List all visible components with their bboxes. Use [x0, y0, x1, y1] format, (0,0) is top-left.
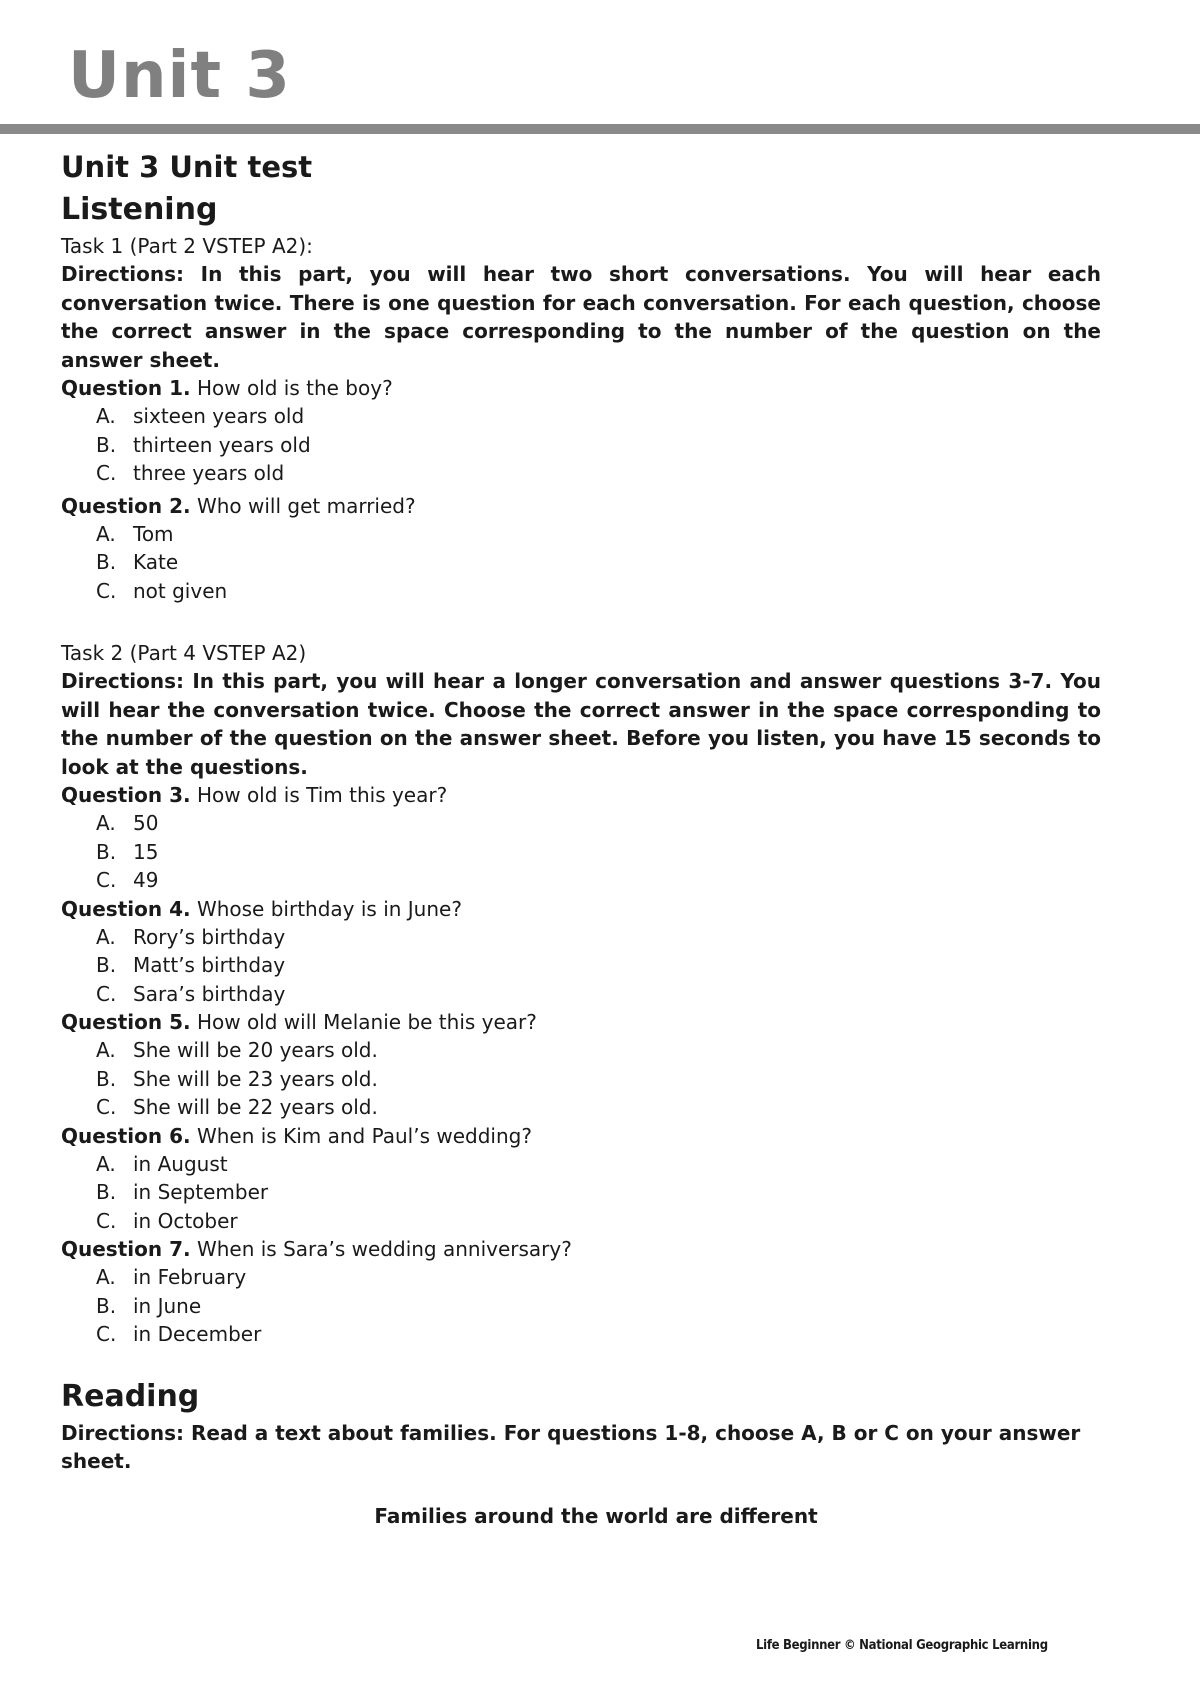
- option-list: [61, 520, 1101, 606]
- option-c: C. She will be 22 years old.: [96, 1095, 378, 1119]
- question-label: Question 3.: [61, 783, 191, 807]
- option-a: A. in February: [96, 1265, 247, 1289]
- listening-title: Listening: [61, 192, 218, 227]
- task-2: [61, 639, 1101, 1349]
- question-text: How old will Melanie be this year?: [196, 1010, 537, 1034]
- reading-section: [61, 1375, 1101, 1530]
- option-a: A. Tom: [96, 521, 174, 546]
- option-list: [61, 923, 1101, 1009]
- question-text: Who will get married?: [196, 493, 416, 518]
- option-b: B. thirteen years old: [96, 432, 311, 457]
- option-b: B. Matt’s birthday: [96, 953, 286, 977]
- option-list: [61, 1263, 1101, 1349]
- question-label: Question 5.: [61, 1010, 191, 1034]
- option-list: [61, 1150, 1101, 1236]
- task-directions: Directions: In this part, you will hear a longer conversation and answer questions 3-7. You will hear the conversation twice. Choose the correct answer in the space corresponding to the number of the question on the answer sheet. Before you listen, you have 15 seconds to look at the questions.: [61, 669, 1101, 779]
- option-c: C. in December: [96, 1322, 262, 1346]
- question-text: Whose birthday is in June?: [196, 896, 462, 921]
- option-list: [61, 402, 1101, 488]
- option-b: B. in September: [96, 1180, 269, 1204]
- question-3: [61, 781, 1101, 895]
- question-text: How old is Tim this year?: [196, 783, 448, 807]
- option-c: C. Sara’s birthday: [96, 981, 286, 1006]
- question-label: Question 4.: [61, 896, 191, 921]
- option-b: B. She will be 23 years old.: [96, 1066, 378, 1091]
- question-label: Question 1.: [61, 376, 191, 400]
- unit-header: Unit 3: [68, 39, 291, 113]
- option-c: C. 49: [96, 868, 159, 892]
- question-6: [61, 1122, 1101, 1236]
- footer-credit: Life Beginner © National Geographic Learning: [756, 1638, 1048, 1653]
- task-directions: Directions: In this part, you will hear two short conversations. You will hear each conversation twice. There is one question for each conversation. For each question, choose the correct answer in the space corresponding to the number of the question on the answer sheet.: [61, 262, 1101, 372]
- question-7: [61, 1235, 1101, 1349]
- option-a: A. Rory’s birthday: [96, 924, 286, 949]
- question-label: Question 6.: [61, 1123, 191, 1148]
- question-2: [61, 492, 1101, 606]
- question-1: [61, 374, 1101, 488]
- question-label: Question 2.: [61, 493, 191, 518]
- task-1: [61, 232, 1101, 605]
- question-text: When is Kim and Paul’s wedding?: [196, 1123, 532, 1148]
- reading-title: Reading: [61, 1378, 200, 1414]
- option-a: A. 50: [96, 811, 159, 835]
- test-title: Unit 3 Unit test: [61, 150, 313, 184]
- option-b: B. 15: [96, 839, 159, 864]
- question-label: Question 7.: [61, 1237, 191, 1261]
- option-b: B. in June: [96, 1293, 202, 1318]
- reading-directions: Directions: Read a text about families. For questions 1-8, choose A, B or C on your answer sheet.: [61, 1420, 1081, 1473]
- task-title: Task 2 (Part 4 VSTEP A2): [61, 641, 307, 665]
- reading-text-title: Families around the world are different: [374, 1503, 818, 1528]
- option-c: C. three years old: [96, 461, 285, 485]
- document-body: [61, 146, 1101, 1530]
- option-a: A. She will be 20 years old.: [96, 1038, 378, 1062]
- option-a: A. in August: [96, 1151, 228, 1176]
- question-4: [61, 895, 1101, 1009]
- option-c: C. not given: [96, 578, 228, 603]
- header-rule: [0, 124, 1200, 134]
- option-a: A. sixteen years old: [96, 404, 305, 428]
- option-b: B. Kate: [96, 550, 179, 574]
- option-c: C. in October: [96, 1208, 238, 1233]
- task-title: Task 1 (Part 2 VSTEP A2):: [61, 234, 313, 258]
- option-list: [61, 1036, 1101, 1122]
- question-5: [61, 1008, 1101, 1122]
- option-list: [61, 809, 1101, 895]
- question-text: When is Sara’s wedding anniversary?: [196, 1237, 572, 1261]
- question-text: How old is the boy?: [196, 376, 393, 400]
